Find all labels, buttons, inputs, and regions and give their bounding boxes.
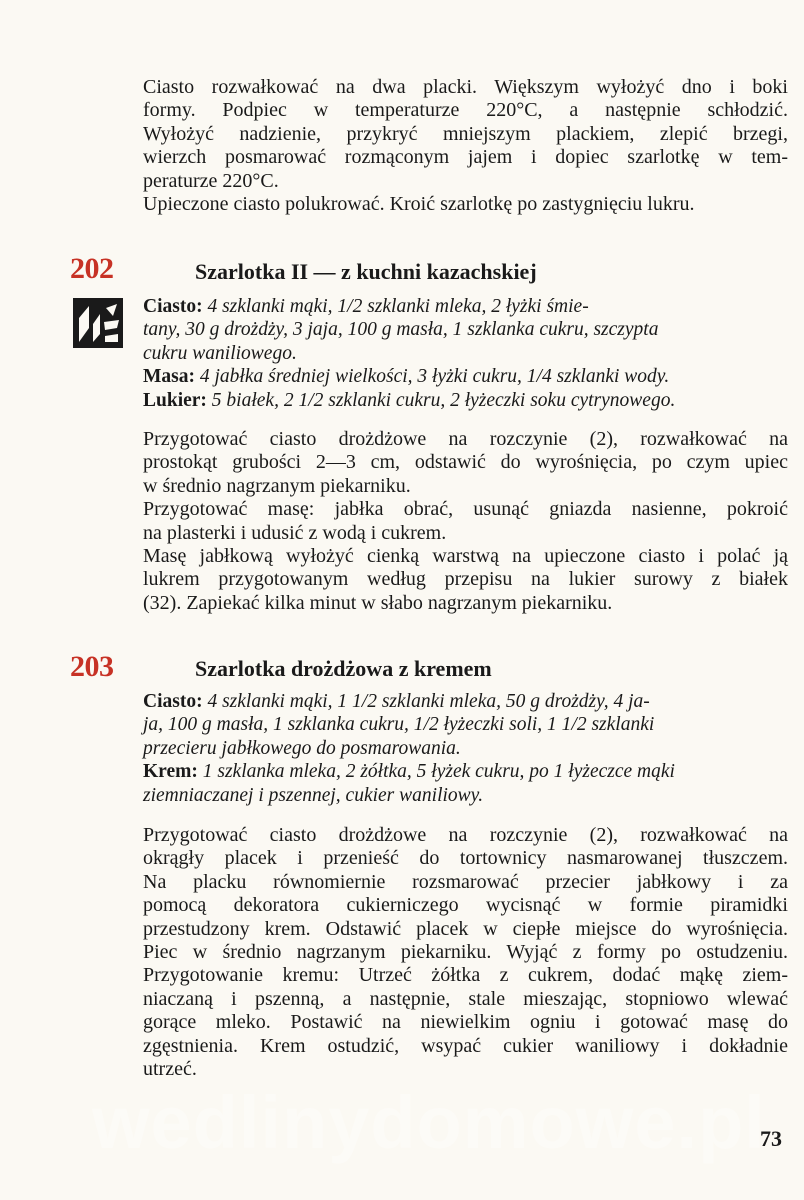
recipe-title: Szarlotka II — z kuchni kazachskiej xyxy=(195,259,537,284)
method-line: Przygotować ciasto drożdżowe na rozczynie (2), rozwałkować na xyxy=(143,428,788,450)
method-line: niaczaną i pszenną, a następnie, stale mieszając, stopniowo wlewać xyxy=(143,987,788,1010)
method-line: (32). Zapiekać kilka minut w słabo nagrzanym piekarniku. xyxy=(143,591,613,614)
ingredient-text: 1 szklanka mleka, 2 żółtka, 5 łyżek cukru, po 1 łyżeczce mąki xyxy=(197,761,675,783)
recipe-title: Szarlotka drożdżowa z kremem xyxy=(195,656,492,681)
ingredient-label: Ciasto: xyxy=(143,296,203,317)
method-line: Piec w średnio nagrzanym piekarniku. Wyjąć z formy po ostudzeniu. xyxy=(143,941,788,964)
intro-line: wierzch posmarować rozmąconym jajem i dopiec szarlotkę w tem- xyxy=(143,146,788,169)
ingredient-line xyxy=(143,760,788,783)
intro-line: Upieczone ciasto polukrować. Kroić szarlotkę po zastygnięciu lukru. xyxy=(143,193,695,216)
intro-line: peraturze 220°C. xyxy=(143,169,279,192)
method-line: w średnio nagrzanym piekarniku. xyxy=(143,474,411,497)
method-line: Przygotowanie kremu: Utrzeć żółtka z cukrem, dodać mąkę ziem- xyxy=(143,964,788,987)
ingredients-202 xyxy=(143,295,788,412)
method-line: utrzeć. xyxy=(143,1058,197,1081)
recipe-number: 203 xyxy=(70,650,114,683)
watermark: wedlinydomowe.pl xyxy=(92,1081,766,1164)
intro-line: formy. Podpiec w temperaturze 220°C, a następnie schłodzić. xyxy=(143,99,788,122)
intro-paragraph xyxy=(143,76,788,216)
ingredient-text: przecieru jabłkowego do posmarowania. xyxy=(143,737,461,759)
ingredient-label: Krem: xyxy=(143,761,198,783)
ingredient-text: 5 białek, 2 1/2 szklanki cukru, 2 łyżeczki soku cytrynowego. xyxy=(206,389,676,411)
ingredient-text: tany, 30 g drożdży, 3 jaja, 100 g masła, 1 szklanka cukru, szczypta xyxy=(143,319,659,341)
method-line: prostokąt grubości 2—3 cm, odstawić do wyrośnięcia, po czym upiec xyxy=(143,451,788,474)
ingredients-203 xyxy=(143,690,788,807)
ingredient-text: cukru waniliowego. xyxy=(143,342,297,364)
method-line: na plasterki i udusić z wodą i cukrem. xyxy=(143,521,447,544)
ingredient-line xyxy=(143,365,788,388)
method-line: pomocą dekoratora cukierniczego wycisnąć w formie piramidki xyxy=(143,894,788,917)
ingredient-line xyxy=(143,784,788,807)
ingredient-line xyxy=(143,713,788,736)
ingredient-text: ziemniaczanej i pszennej, cukier waniliowy. xyxy=(143,784,484,806)
method-line: Na placku równomiernie rozsmarować przecier jabłkowy i za xyxy=(143,870,788,893)
intro-line: Wyłożyć nadzienie, przykryć mniejszym plackiem, zlepić brzegi, xyxy=(143,122,788,145)
ingredient-line xyxy=(143,318,788,341)
method-line: Przygotować masę: jabłka obrać, usunąć gniazda nasienne, pokroić xyxy=(143,498,788,521)
ingredient-text: 4 jabłka średniej wielkości, 3 łyżki cukru, 1/4 szklanki wody. xyxy=(195,366,670,388)
method-line: okrągły placek i przenieść do tortownicy nasmarowanej tłuszczem. xyxy=(143,847,788,870)
method-203 xyxy=(143,824,788,1081)
method-line: gorące mleko. Postawić na niewielkim ogniu i gotować masę do xyxy=(143,1011,788,1034)
recipe-number: 202 xyxy=(70,252,114,285)
ingredient-text: ja, 100 g masła, 1 szklanka cukru, 1/2 łyżeczki soli, 1 1/2 szklanki xyxy=(143,714,655,736)
method-line: lukrem przygotowanym według przepisu na lukier surowy z białek xyxy=(143,568,788,591)
method-line: Masę jabłkową wyłożyć cienką warstwą na upieczone ciasto i polać ją xyxy=(143,545,788,568)
method-line: Przygotować ciasto drożdżowe na rozczynie (2), rozwałkować na xyxy=(143,824,788,846)
ingredient-line xyxy=(143,389,788,412)
regional-cuisine-icon xyxy=(73,298,123,348)
page-number: 73 xyxy=(760,1126,782,1151)
ingredient-text: 4 szklanki mąki, 1 1/2 szklanki mleka, 50 g drożdży, 4 ja- xyxy=(202,691,650,712)
method-202 xyxy=(143,428,788,615)
intro-line: Ciasto rozwałkować na dwa placki. Większym wyłożyć dno i boki xyxy=(143,76,788,98)
ingredient-line xyxy=(143,737,788,760)
ingredient-label: Ciasto: xyxy=(143,691,203,712)
ingredient-label: Lukier: xyxy=(143,389,207,411)
method-line: przestudzony krem. Odstawić placek w ciepłe miejsce do wyrośnięcia. xyxy=(143,917,788,940)
method-line: zgęstnienia. Krem ostudzić, wsypać cukier waniliowy i dokładnie xyxy=(143,1034,788,1057)
ingredient-text: 4 szklanki mąki, 1/2 szklanki mleka, 2 łyżki śmie- xyxy=(202,296,589,317)
ingredient-line xyxy=(143,690,788,713)
ingredient-line xyxy=(143,342,788,365)
ingredient-line xyxy=(143,295,788,318)
ingredient-label: Masa: xyxy=(143,366,195,388)
